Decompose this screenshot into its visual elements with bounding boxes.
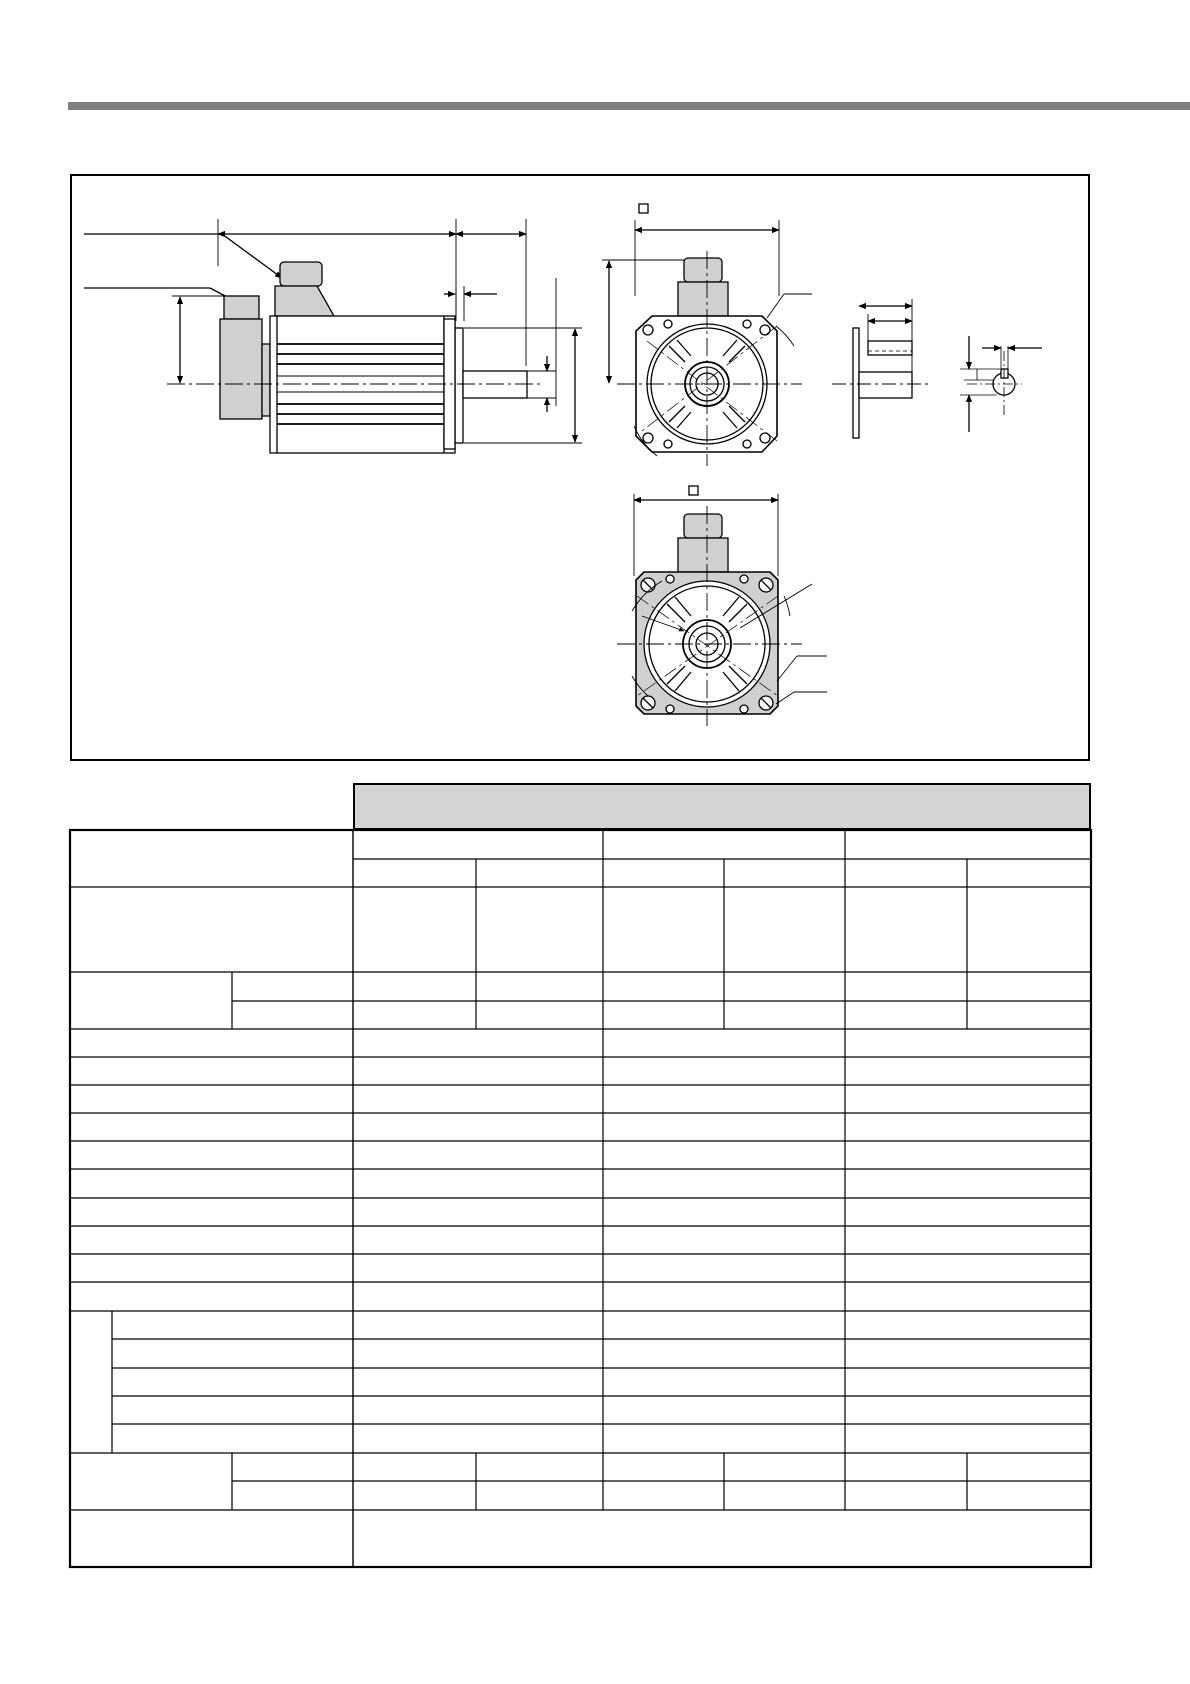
- spec-table-columns: [112, 830, 967, 1510]
- spec-table-rows: [70, 859, 1091, 1510]
